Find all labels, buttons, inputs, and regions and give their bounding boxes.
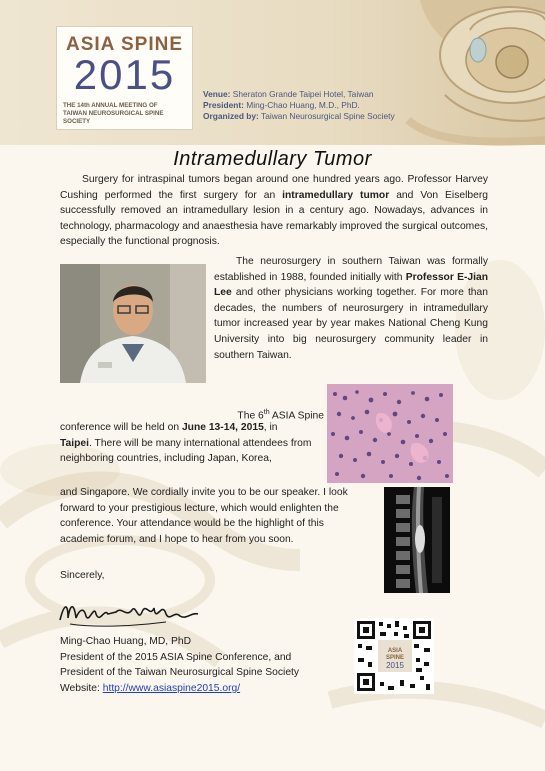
logo-subtitle-line1: THE 14th ANNUAL MEETING OF bbox=[63, 102, 158, 109]
p1-text-2: and Von Eiselberg successfully removed an intramedullary lesion in a century ago. Nowadays, advances in technology, pharmacology and anaesthesia have remarkably improved the surgical outcomes, especially the functional prognosis. bbox=[60, 189, 488, 248]
organizer-value: Taiwan Neurosurgical Spine Society bbox=[261, 111, 395, 121]
website-label: Website: bbox=[60, 682, 103, 694]
signature-block bbox=[60, 634, 299, 696]
venue-label: Venue: bbox=[203, 89, 231, 99]
p2-text-2: and other physicians working together. For more than decades, the numbers of neurosurgery in intramedullary tumor increased year by year makes National Cheng Kung University into big neurosurgery community leader in southern Taiwan. bbox=[214, 287, 488, 361]
p3-lead: The 6 bbox=[237, 410, 264, 422]
svg-text:ASIA: ASIA bbox=[387, 648, 403, 654]
p3-bold-city: Taipei bbox=[60, 437, 89, 449]
p2-text-1: The neurosurgery in southern Taiwan was formally established in 1988, founded initially with bbox=[214, 256, 488, 283]
website-line bbox=[60, 681, 299, 697]
p3-superscript: th bbox=[263, 409, 270, 416]
logo-title: ASIA SPINE bbox=[66, 34, 183, 55]
paragraph-neurosurgery bbox=[214, 254, 488, 363]
paragraph-history bbox=[60, 172, 488, 250]
p1-bold-term: intramedullary tumor bbox=[282, 189, 390, 201]
histology-illustration bbox=[327, 384, 453, 483]
event-meta bbox=[203, 89, 395, 122]
mri-illustration bbox=[384, 487, 450, 593]
website-link[interactable]: http://www.asiaspine2015.org/ bbox=[102, 682, 241, 694]
logo-subtitle-line2: TAIWAN NEUROSURGICAL SPINE SOCIETY bbox=[63, 110, 164, 125]
signer-name: Ming-Chao Huang, MD, PhD bbox=[60, 636, 192, 647]
logo-subtitle bbox=[63, 102, 188, 126]
venue-value: Sheraton Grande Taipei Hotel, Taiwan bbox=[232, 89, 374, 99]
mri-image bbox=[384, 487, 450, 593]
p3-text-1: ASIA Spine bbox=[269, 410, 324, 422]
president-label: President: bbox=[203, 100, 244, 110]
logo-year: 2015 bbox=[73, 51, 176, 98]
p1-text-1: Surgery for intraspinal tumors began around one hundred years ago. Professor Harvey Cushing performed the first surgery for an bbox=[60, 174, 488, 201]
signer-title-1: President of the 2015 ASIA Spine Conference, and bbox=[60, 651, 292, 663]
portrait-illustration bbox=[60, 264, 206, 383]
paragraph-invitation: and Singapore. We cordially invite you to be our speaker. I look forward to your prestigious lecture, which would enlighten the conference. Your attendance would be the highlight of this academic forum, and I hope to hear from you soon. bbox=[60, 487, 348, 545]
organizer-label: Organized by: bbox=[203, 111, 259, 121]
signer-title-2: President of the Taiwan Neurosurgical Spine Society bbox=[60, 667, 300, 679]
p3-text-3: , in bbox=[263, 422, 278, 433]
svg-text:2015: 2015 bbox=[386, 661, 404, 670]
svg-text:SPINE: SPINE bbox=[385, 655, 405, 661]
portrait-photo bbox=[60, 264, 206, 383]
p2-bold-name: Professor E-Jian Lee bbox=[214, 271, 488, 299]
qr-code[interactable] bbox=[354, 618, 434, 694]
histology-image bbox=[327, 384, 453, 483]
qr-code-icon bbox=[354, 618, 434, 694]
closing-text: Sincerely, bbox=[60, 570, 105, 581]
conference-logo bbox=[56, 26, 193, 130]
p3-bold-date: June 13-14, 2015 bbox=[181, 422, 264, 433]
handwritten-signature bbox=[56, 594, 201, 630]
president-value: Ming-Chao Huang, M.D., PhD. bbox=[246, 100, 360, 110]
p3-text-2: conference will be held on bbox=[60, 422, 182, 433]
p3-text-4: . There will be many international attendees from neighboring countries, including Japan, Korea, bbox=[60, 437, 312, 465]
paragraph-conference bbox=[60, 420, 324, 467]
page-title: Intramedullary Tumor bbox=[173, 148, 372, 170]
